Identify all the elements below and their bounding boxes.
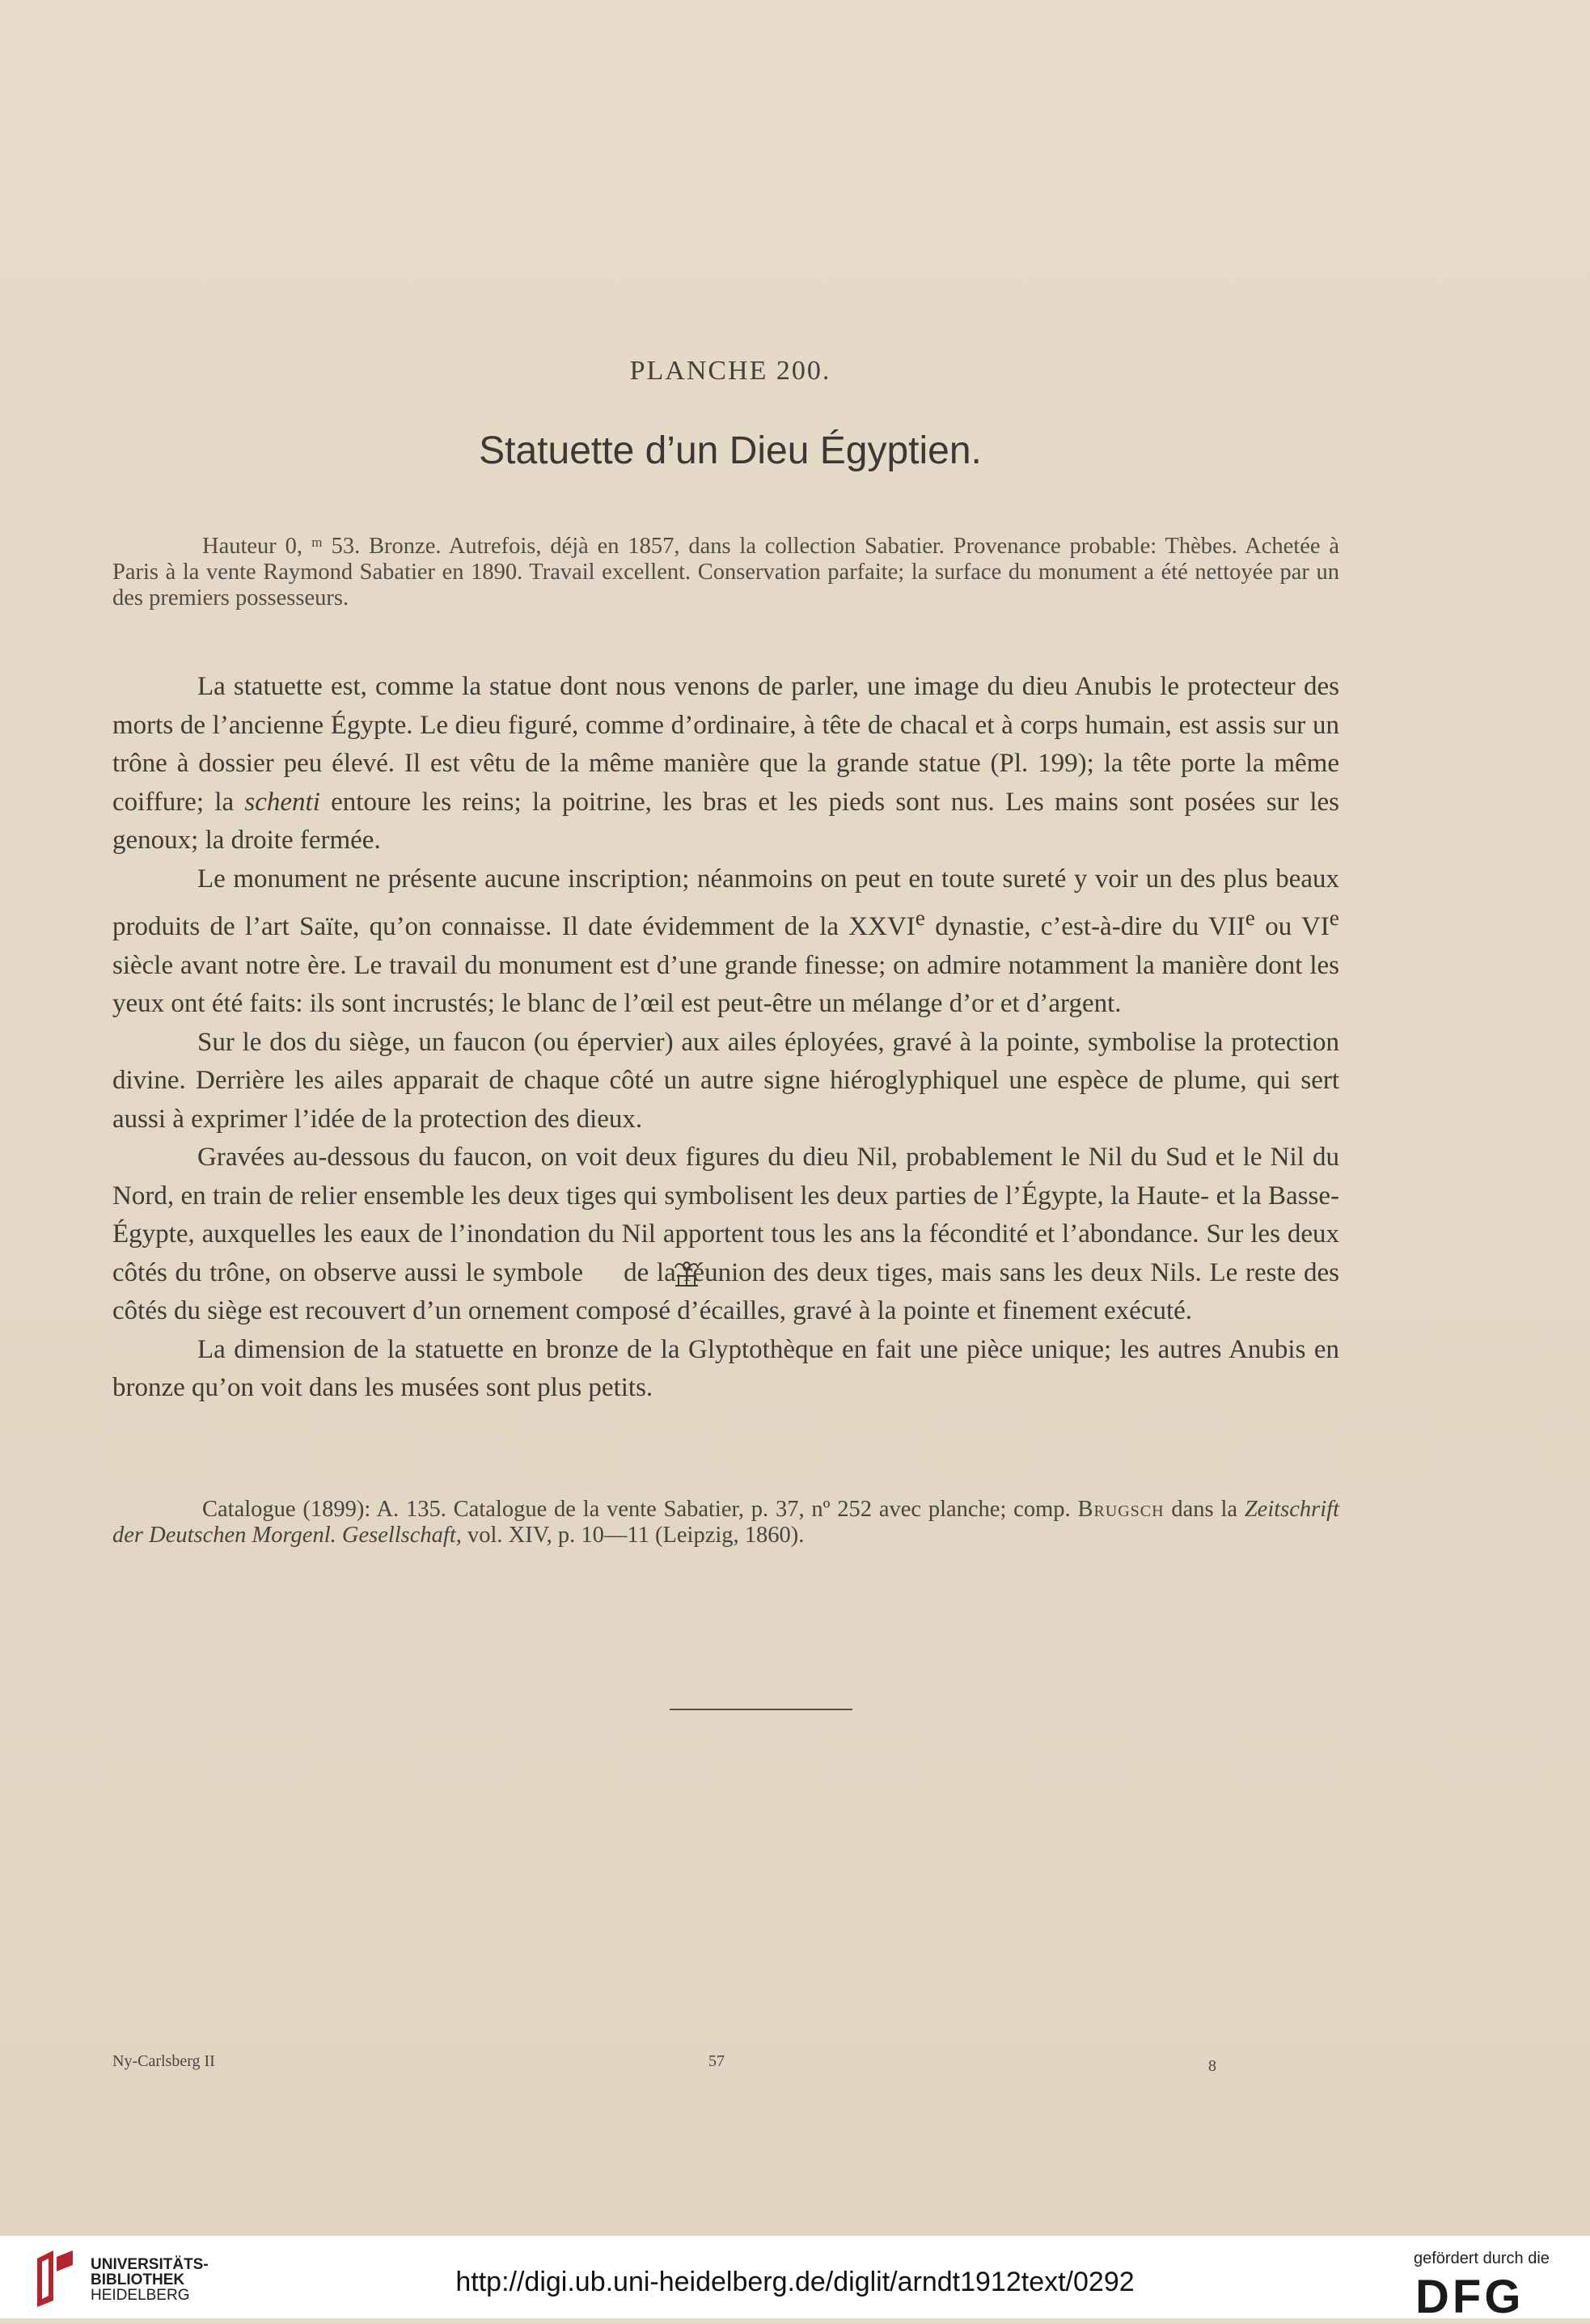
paragraph-5: La dimension de la statuette en bronze de la Glyptothèque en fait une pièce unique; les autres Anubis en bronze qu’on voit dans les musées sont plus petits.	[112, 1334, 1339, 1402]
main-text	[112, 668, 1339, 1408]
paragraph-1-text-a: La statuette est, comme la statue dont nous venons de parler, une image du dieu Anubis le protecteur des morts de l’ancienne Égypte. Le dieu figuré, comme d’ordinaire, à tête de chacal et à corps humain, est assis sur un trône à dossier peu élevé. Il est vêtu de la même manière que la grande statue (Pl. 199); la tête porte la même coiffure; la	[112, 672, 1339, 817]
schenti-term: schenti	[244, 787, 320, 817]
plate-number: PLANCHE 200.	[629, 356, 831, 386]
permalink-url[interactable]: http://digi.ub.uni-heidelberg.de/diglit/arndt1912text/0292	[455, 2267, 1135, 2297]
paragraph-2-text-d: siècle avant notre ère. Le travail du monument est d’une grande finesse; on admire notamment la manière dont les yeux ont été faits: ils sont incrustés; le blanc de l’œil est peut-être un mélange d’or et d’argent.	[112, 950, 1339, 1018]
object-description	[112, 534, 1339, 611]
library-name-line-2: BIBLIOTHEK	[91, 2271, 185, 2288]
page-title: Statuette d’un Dieu Égyptien.	[479, 429, 982, 472]
paragraph-4-text-a: Gravées au-dessous du faucon, on voit deux figures du dieu Nil, probablement le Nil du Sud et le Nil du Nord, en train de relier ensemble les deux tiges qui symbolisent les deux parties de l’Égypte, la Haute- et la Basse-Égypte, auxquelles les eaux de l’inondation du Nil apportent tous les ans la fécondité et l’abondance. Sur les deux côtés du trône, on observe aussi le symbole	[112, 1143, 1339, 1287]
paragraph-2-text-c: ou VI	[1255, 912, 1330, 941]
paragraph-1-text-b: entoure les reins; la poitrine, les bras et les pieds sont nus. Les mains sont posées sur les genoux; la droite fermée.	[112, 787, 1339, 855]
section-divider	[670, 1709, 852, 1710]
catalogue-text-b: dans la	[1164, 1497, 1245, 1522]
paragraph-2-text-b: dynastie, c’est-à-dire du VII	[925, 912, 1245, 941]
superscript-e: e	[1245, 905, 1255, 930]
footer-signature: 8	[1208, 2057, 1216, 2075]
library-name-line-3: HEIDELBERG	[91, 2287, 190, 2304]
sema-tawy-glyph-icon	[588, 1258, 615, 1287]
intro-paragraph: Hauteur 0, ᵐ 53. Bronze. Autrefois, déjà en 1857, dans la collection Sabatier. Provenance probable: Thèbes. Achetée à Paris à la vente Raymond Sabatier en 1890. Travail excellent. Conservation parfaite; la surface du monument a été nettoyée par un des premiers possesseurs.	[112, 534, 1339, 611]
bibliography	[112, 1497, 1339, 1549]
paragraph-2	[112, 860, 1339, 1024]
paragraph-1	[112, 668, 1339, 860]
catalogue-reference	[112, 1497, 1339, 1549]
footer-volume: Ny-Carlsberg II	[112, 2052, 215, 2070]
paragraph-4	[112, 1139, 1339, 1331]
catalogue-author: Brugsch	[1077, 1497, 1165, 1522]
funded-by-label: gefördert durch die	[1414, 2250, 1550, 2267]
superscript-e: e	[1329, 905, 1339, 930]
catalogue-journal: Zeitschrift der Deutschen Morgenl. Gesellschaft,	[112, 1497, 1340, 1548]
library-name-line-1: UNIVERSITÄTS-	[91, 2256, 209, 2273]
paragraph-3: Sur le dos du siège, un faucon (ou épervier) aux ailes éployées, gravé à la pointe, symbolise la protection divine. Derrière les ailes apparait de chaque côté un autre signe hiéroglyphiquel une espèce de plume, qui sert aussi à exprimer l’idée de la protection des dieux.	[112, 1027, 1339, 1134]
paragraph-2-text-a: Le monument ne présente aucune inscription; néanmoins on peut en toute sureté y voir un des plus beaux produits de l’art Saïte, qu’on connaisse. Il date évidemment de la XXVI	[112, 864, 1339, 941]
catalogue-text-c: vol. XIV, p. 10—11 (Leipzig, 1860).	[461, 1523, 805, 1548]
footer-page-number: 57	[708, 2052, 725, 2070]
catalogue-text-a: Catalogue (1899): A. 135. Catalogue de la vente Sabatier, p. 37, nº 252 avec planche; comp.	[202, 1497, 1078, 1522]
digitization-footer	[0, 2236, 1590, 2323]
dfg-logo: DFG	[1415, 2271, 1524, 2323]
superscript-e: e	[915, 905, 925, 930]
paragraph-4-text-b: de la réunion des deux tiges, mais sans les deux Nils. Le reste des côtés du siège est recouvert d’un ornement composé d’écailles, gravé à la pointe et finement exécuté.	[112, 1257, 1339, 1325]
